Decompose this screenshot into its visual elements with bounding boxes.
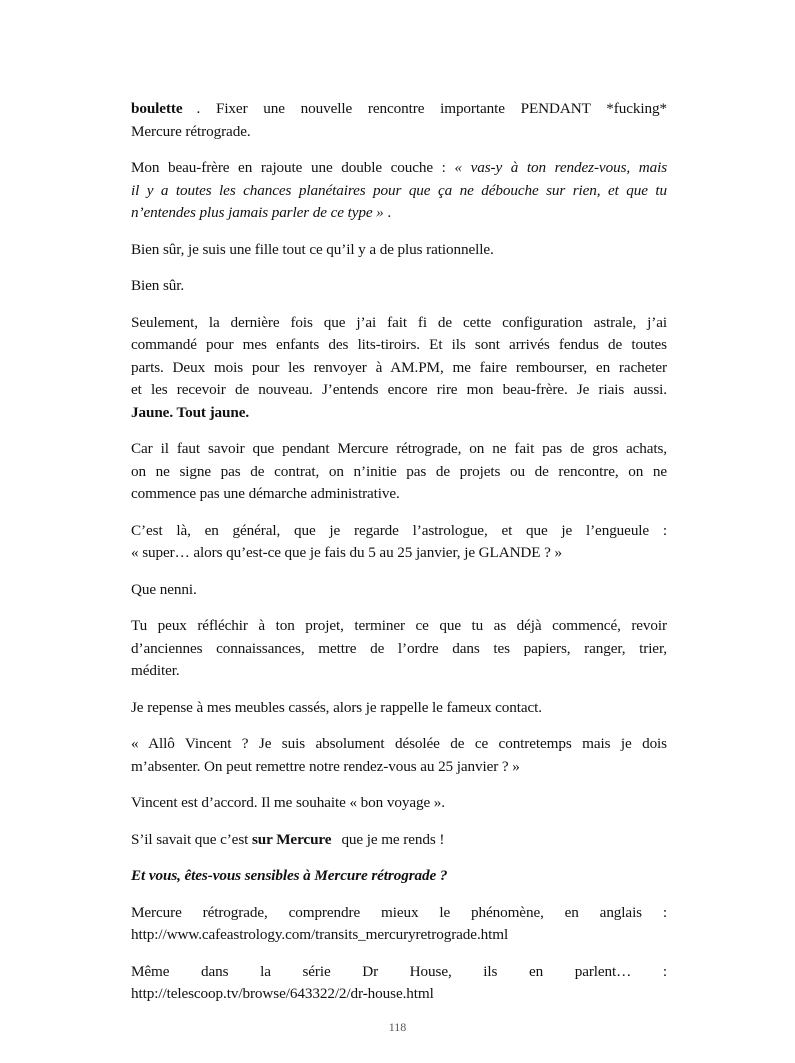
bold-sur-mercure: sur Mercure xyxy=(251,830,332,848)
paragraph-2-line-1 xyxy=(131,157,667,180)
paragraph-7 xyxy=(131,520,667,565)
paragraph-4: Bien sûr. xyxy=(131,277,185,294)
paragraph-11 xyxy=(131,733,667,778)
page-number: 118 xyxy=(388,1020,407,1034)
paragraph-7-line-1: C’est là, en général, que je regarde l’astrologue, et que je l’engueule : xyxy=(131,521,667,539)
bold-jaune: Jaune. Tout jaune. xyxy=(131,403,250,421)
paragraph-5 xyxy=(131,312,667,425)
bold-word-boulette: boulette xyxy=(131,100,183,117)
quote-part-2: il y a toutes les chances planétaires pour que ça ne débouche sur rien, et que tu xyxy=(131,181,667,199)
telescoop-link[interactable]: http://telescoop.tv/browse/643322/2/dr-house.html xyxy=(131,985,434,1002)
paragraph-16 xyxy=(131,961,667,1006)
paragraph-5-line-2: commandé pour mes enfants des lits-tiroirs. Et ils sont arrivés fendus de toutes xyxy=(131,336,667,353)
paragraph-16-line-1: Même dans la série Dr House, ils en parlent… : xyxy=(131,962,667,980)
paragraph-1-line-1 xyxy=(131,98,667,121)
paragraph-15-line-1: Mercure rétrograde, comprendre mieux le phénomène, en anglais : xyxy=(131,903,667,921)
paragraph-9 xyxy=(131,615,667,683)
paragraph-2 xyxy=(131,157,667,225)
paragraph-1 xyxy=(131,98,667,143)
paragraph-5-line-1: Seulement, la dernière fois que j’ai fait fi de cette configuration astrale, j’ai xyxy=(131,313,667,331)
paragraph-3: Bien sûr, je suis une fille tout ce qu’il y a de plus rationnelle. xyxy=(131,240,494,258)
paragraph-9-line-3: méditer. xyxy=(131,662,180,679)
paragraph-6 xyxy=(131,438,667,506)
paragraph-6-line-3: commence pas une démarche administrative. xyxy=(131,485,400,502)
paragraph-6-line-1: Car il faut savoir que pendant Mercure rétrograde, on ne fait pas de gros achats, xyxy=(131,440,667,457)
paragraph-13-end: que je me rends ! xyxy=(341,830,445,848)
paragraph-9-line-2: d’anciennes connaissances, mettre de l’ordre dans tes papiers, ranger, trier, xyxy=(131,639,667,657)
paragraph-15 xyxy=(131,902,667,947)
paragraph-5-line-3: parts. Deux mois pour les renvoyer à AM.PM, me faire rembourser, en racheter xyxy=(131,358,667,376)
paragraph-9-line-1: Tu peux réfléchir à ton projet, terminer ce que tu as déjà commencé, revoir xyxy=(131,617,667,634)
paragraph-11-line-1: « Allô Vincent ? Je suis absolument désolée de ce contretemps mais je dois xyxy=(131,735,667,752)
paragraph-12: Vincent est d’accord. Il me souhaite « bon voyage ». xyxy=(131,794,445,811)
paragraph-5-line-4: et les recevoir de nouveau. J’entends encore rire mon beau-frère. Je riais aussi. xyxy=(131,381,667,398)
paragraph-2-lead: Mon beau-frère en rajoute une double couche : xyxy=(131,159,446,176)
paragraph-11-line-2: m’absenter. On peut remettre notre rendez-vous au 25 janvier ? » xyxy=(131,757,520,775)
page-body xyxy=(131,98,667,1020)
paragraph-1-line-2: Mercure rétrograde. xyxy=(131,122,251,140)
closing-question: Et vous, êtes-vous sensibles à Mercure rétrograde ? xyxy=(131,867,448,884)
paragraph-1-text: . Fixer une nouvelle rencontre importante PENDANT *fucking* xyxy=(196,100,667,117)
paragraph-10: Je repense à mes meubles cassés, alors je rappelle le fameux contact. xyxy=(131,698,543,716)
paragraph-7-line-2: « super… alors qu’est-ce que je fais du 5 au 25 janvier, je GLANDE ? » xyxy=(131,544,563,561)
paragraph-2-line-3 xyxy=(131,202,667,225)
quote-part-3: n’entendes plus jamais parler de ce type » xyxy=(131,204,384,221)
quote-part-1: « vas-y à ton rendez-vous, mais xyxy=(454,159,668,176)
paragraph-13-start: S’il savait que c’est xyxy=(131,830,249,848)
cafeastrology-link[interactable]: http://www.cafeastrology.com/transits_mercuryretrograde.html xyxy=(131,926,509,943)
paragraph-2-end: . xyxy=(387,204,392,221)
paragraph-6-line-2: on ne signe pas de contrat, on n’initie pas de projets ou de rencontre, on ne xyxy=(131,462,667,480)
paragraph-8: Que nenni. xyxy=(131,580,197,598)
paragraph-13 xyxy=(131,829,667,852)
